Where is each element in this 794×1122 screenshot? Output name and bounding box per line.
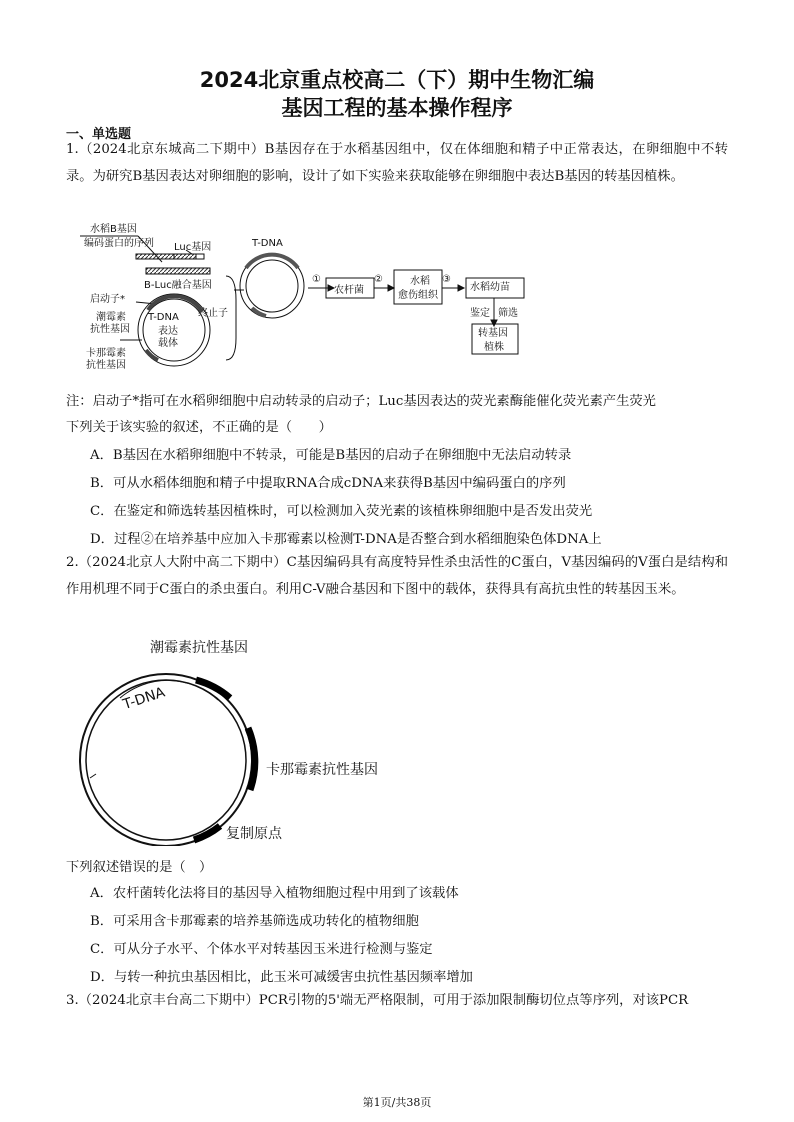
- fig1-promoter-label: 启动子*: [90, 294, 125, 305]
- fig1-transgenic-box-label-1: 转基因: [478, 328, 508, 339]
- fig1-fusion-label: B-Luc融合基因: [144, 280, 212, 291]
- fig1-vector-label-1: 表达: [158, 326, 178, 337]
- q1-option-a: A．B基因在水稻卵细胞中不转录，可能是B基因的启动子在卵细胞中无法启动转录: [90, 448, 572, 463]
- page-footer: 第1页/共38页: [362, 1096, 432, 1109]
- fig1-seedling-box-label: 水稻幼苗: [470, 282, 510, 293]
- q1-option-d: D．过程②在培养基中应加入卡那霉素以检测T-DNA是否整合到水稻细胞染色体DNA上: [90, 532, 602, 547]
- fig1-hygro-label-1: 潮霉素: [96, 312, 126, 323]
- fig1-luc-label: Luc基因: [174, 242, 212, 253]
- fig1-transgenic-box-label-2: 植株: [484, 342, 504, 353]
- fig1-agro-box-label: 农杆菌: [334, 285, 364, 296]
- fig1-identify-label: 鉴定: [470, 308, 490, 319]
- q1-figure: [76, 220, 736, 370]
- fig1-kan-label-2: 抗性基因: [86, 360, 126, 370]
- q2-option-a: A．农杆菌转化法将目的基因导入植物细胞过程中用到了该载体: [90, 886, 459, 901]
- fig1-kan-label-1: 卡那霉素: [86, 348, 126, 359]
- q2-option-b: B．可采用含卡那霉素的培养基筛选成功转化的植物细胞: [90, 914, 419, 929]
- q2-option-d: D．与转一种抗虫基因相比，此玉米可减缓害虫抗性基因频率增加: [90, 970, 473, 985]
- fig1-step3: ③: [442, 274, 451, 285]
- document-title-line1: 2024北京重点校高二（下）期中生物汇编: [199, 68, 595, 92]
- q1-stem: 1.（2024北京东城高二下期中）B基因存在于水稻基因组中，仅在体细胞和精子中正常表达，在卵细胞中不转录。为研究B基因表达对卵细胞的影响，设计了如下实验来获取能够在卵细胞中表达B基因的转基因植株。: [66, 142, 728, 184]
- q1-option-b: B．可从水稻体细胞和精子中提取RNA合成cDNA来获得B基因中编码蛋白的序列: [90, 476, 566, 491]
- plasmid-hygro-label: 潮霉素抗性基因: [150, 640, 248, 656]
- fig1-step2: ②: [374, 274, 383, 285]
- q2-option-c: C．可从分子水平、个体水平对转基因玉米进行检测与鉴定: [90, 942, 433, 957]
- q2-question: 下列叙述错误的是（ ）: [66, 860, 213, 875]
- fig1-callus-box-label-1: 水稻: [410, 276, 430, 287]
- fig1-tdna-inner-label: T-DNA: [148, 312, 179, 323]
- fig1-terminator-label: 终止子: [198, 308, 228, 319]
- fig1-hygro-label-2: 抗性基因: [90, 324, 130, 335]
- document-title-line2: 基因工程的基本操作程序: [281, 96, 513, 120]
- q2-stem: 2.（2024北京人大附中高二下期中）C基因编码具有高度特异性杀虫活性的C蛋白，V基因编码的V蛋白是结构和作用机理不同于C蛋白的杀虫蛋白。利用C-V融合基因和下图中的载体，获得具有高抗虫性的转基因玉米。: [66, 555, 728, 597]
- q3-stem: 3.（2024北京丰台高二下期中）PCR引物的5'端无严格限制，可用于添加限制酶切位点等序列，对该PCR: [66, 993, 689, 1008]
- fig1-step1: ①: [312, 274, 321, 285]
- plasmid-tdna-label: T-DNA: [121, 684, 168, 714]
- fig1-screen-label: 筛选: [498, 308, 518, 319]
- fig1-callus-box-label-2: 愈伤组织: [398, 290, 438, 301]
- fig1-rice-b-label-2: 编码蛋白的序列: [84, 238, 154, 249]
- q2-plasmid-figure: [70, 628, 410, 846]
- q1-option-c: C．在鉴定和筛选转基因植株时，可以检测加入荧光素的该植株卵细胞中是否发出荧光: [90, 504, 593, 519]
- fig1-tdna-top-label: T-DNA: [252, 238, 283, 249]
- plasmid-kan-label: 卡那霉素抗性基因: [266, 762, 378, 778]
- fig1-rice-b-label-1: 水稻B基因: [90, 224, 137, 235]
- q1-note: 注：启动子*指可在水稻卵细胞中启动转录的启动子；Luc基因表达的荧光素酶能催化荧光素产生荧光: [66, 394, 656, 409]
- q1-question: 下列关于该实验的叙述，不正确的是（ ）: [66, 420, 332, 435]
- section-heading: 一、单选题: [66, 127, 132, 142]
- fig1-vector-label-2: 载体: [158, 338, 178, 349]
- plasmid-ori-label: 复制原点: [226, 826, 282, 842]
